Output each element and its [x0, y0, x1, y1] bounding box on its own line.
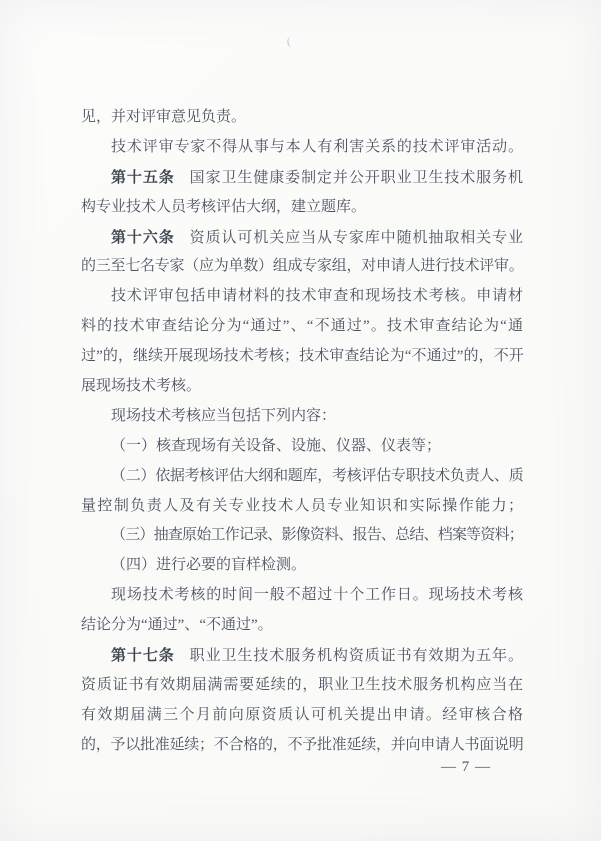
line-text: 现场技术考核的时间一般不超过十个工作日。现场技术考核 — [111, 587, 523, 604]
line-text: 的，予以批准延续；不合格的，不予批准延续，并向申请人书面说明 — [81, 736, 523, 753]
line-text: （三）抽查原始工作记录、影像资料、报告、总结、档案等资料； — [111, 527, 523, 544]
text-line — [81, 521, 523, 551]
line-text: 料的技术审查结论分为“通过”、“不通过”。技术审查结论为“通 — [81, 318, 523, 335]
text-line — [81, 611, 523, 641]
text-line — [81, 312, 523, 342]
line-text: 有效期届满三个月前向原资质认可机关提出申请。经审核合格 — [81, 706, 523, 723]
line-text: 量控制负责人及有关专业技术人员专业知识和实际操作能力； — [81, 497, 523, 514]
text-line — [81, 252, 523, 282]
text-line — [81, 133, 523, 163]
text-line — [81, 551, 523, 581]
text-line — [81, 372, 523, 402]
text-line — [81, 402, 523, 432]
line-text: 结论分为“通过”、“不通过”。 — [81, 617, 273, 634]
line-text: 资质证书有效期届满需要延续的，职业卫生技术服务机构应当在 — [81, 676, 523, 693]
line-text: 的三至七名专家（应为单数）组成专家组，对申请人进行技术评审。 — [81, 258, 523, 275]
text-line — [81, 432, 523, 462]
line-text: 职业卫生技术服务机构资质证书有效期为五年。 — [189, 648, 523, 665]
text-line — [81, 701, 523, 731]
text-line — [81, 462, 523, 492]
text-line — [81, 492, 523, 522]
article-number: 第十六条 — [111, 228, 175, 246]
text-line — [81, 163, 523, 193]
line-text: 展现场技术考核。 — [81, 378, 202, 395]
line-text: 资质认可机关应当从专家库中随机抽取相关专业 — [189, 229, 523, 246]
line-text: （四）进行必要的盲样检测。 — [111, 557, 307, 574]
text-line — [81, 103, 523, 133]
text-line — [81, 282, 523, 312]
page-number: — 7 — — [441, 759, 491, 775]
text-line — [81, 731, 523, 761]
line-text: 技术评审包括申请材料的技术审查和现场技术考核。申请材 — [111, 288, 523, 305]
text-line — [81, 342, 523, 372]
line-text: 现场技术考核应当包括下列内容： — [111, 407, 337, 424]
line-text: 技术评审专家不得从事与本人有利害关系的技术评审活动。 — [111, 138, 523, 155]
line-text: 构专业技术人员考核评估大纲，建立题库。 — [81, 198, 367, 215]
scan-artifact: ( — [286, 35, 292, 49]
text-line — [81, 581, 523, 611]
text-line — [81, 193, 523, 223]
line-text: （二）依据考核评估大纲和题库，考核评估专职技术负责人、质 — [111, 467, 523, 484]
line-text: （一）核查现场有关设备、设施、仪器、仪表等； — [111, 437, 442, 454]
document-text-block — [81, 103, 523, 761]
article-number: 第十五条 — [111, 168, 175, 186]
article-number: 第十七条 — [111, 647, 175, 665]
text-line — [81, 223, 523, 253]
text-line — [81, 671, 523, 701]
line-text: 过”的，继续开展现场技术考核；技术审查结论为“不通过”的，不开 — [81, 348, 523, 365]
text-line — [81, 641, 523, 671]
line-text: 见，并对评审意见负责。 — [81, 109, 247, 125]
line-text: 国家卫生健康委制定并公开职业卫生技术服务机 — [189, 169, 523, 186]
